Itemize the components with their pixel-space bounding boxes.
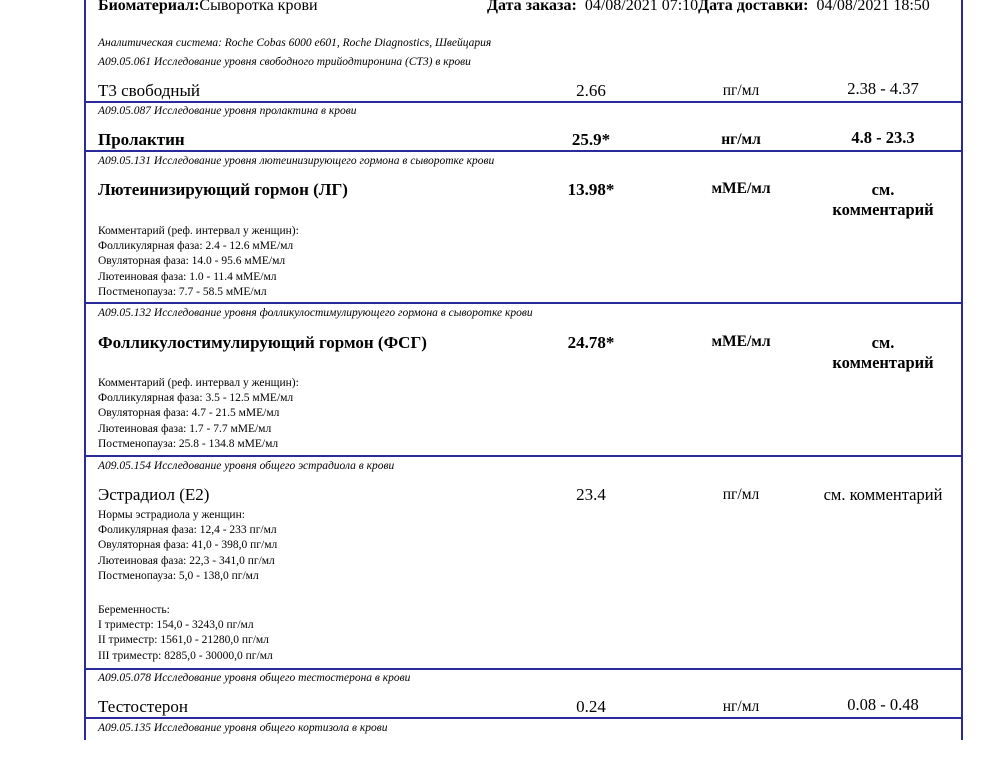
- test-reference: 2.38 - 4.37: [847, 79, 919, 98]
- comment-line: Беременность:: [98, 604, 170, 616]
- test-name: Эстрадиол (Е2): [98, 485, 210, 504]
- comment-line: Овуляторная фаза: 41,0 - 398,0 пг/мл: [98, 539, 278, 552]
- test-code: A09.05.132 Исследование уровня фолликулостимулирующего гормона в сыворотке крови: [98, 307, 533, 319]
- test-reference: 0.08 - 0.48: [847, 695, 919, 714]
- comment-line: I триместр: 154,0 - 3243,0 пг/мл: [98, 619, 254, 632]
- biomaterial: [98, 0, 318, 15]
- comment-line: II триместр: 1561,0 - 21280,0 пг/мл: [98, 634, 269, 647]
- test-reference: 4.8 - 23.3: [851, 128, 915, 147]
- order-date-label: Дата заказа:: [487, 0, 577, 14]
- test-unit: мМЕ/мл: [711, 333, 771, 350]
- result-row-lh: [0, 180, 1000, 219]
- pregnancy-comment: [98, 603, 273, 664]
- reference-comment: [98, 508, 277, 584]
- row-divider: [84, 455, 962, 457]
- comment-line: Фолликулярная фаза: 3.5 - 12.5 мМЕ/мл: [98, 392, 294, 405]
- row-divider: [84, 302, 962, 304]
- test-name: Фолликулостимулирующий гормон (ФСГ): [98, 333, 427, 352]
- test-reference-line1: см.: [871, 180, 895, 199]
- test-code: A09.05.061 Исследование уровня свободного трийодтиронина (СТ3) в крови: [98, 56, 471, 68]
- comment-line: III триместр: 8285,0 - 30000,0 пг/мл: [98, 649, 273, 662]
- row-divider: [84, 150, 962, 152]
- test-unit: пг/мл: [722, 486, 760, 503]
- comment-line: Постменопауза: 5,0 - 138,0 пг/мл: [98, 569, 259, 582]
- comment-line: Комментарий (реф. интервал у женщин):: [98, 225, 299, 237]
- result-row-estradiol: [0, 485, 1000, 507]
- test-unit: мМЕ/мл: [711, 180, 771, 197]
- test-unit: пг/мл: [722, 82, 760, 99]
- test-code: A09.05.135 Исследование уровня общего кортизола в крови: [98, 722, 388, 734]
- test-value: 25.9*: [571, 130, 611, 149]
- test-code: A09.05.087 Исследование уровня пролактина в крови: [98, 105, 357, 117]
- comment-line: Фолликулярная фаза: 2.4 - 12.6 мМЕ/мл: [98, 240, 294, 253]
- order-date-value: 04/08/2021 07:10: [584, 0, 699, 14]
- comment-line: Овуляторная фаза: 14.0 - 95.6 мМЕ/мл: [98, 255, 286, 268]
- reference-comment: [98, 376, 299, 452]
- frame-left-line: [84, 0, 86, 740]
- test-reference-line1: см.: [871, 333, 895, 352]
- result-row-testosterone: [0, 697, 1000, 719]
- comment-line: Лютеиновая фаза: 1.7 - 7.7 мМЕ/мл: [98, 422, 272, 435]
- analytic-system-note: Аналитическая система: Roche Cobas 6000 e601, Roche Diagnostics, Швейцария: [98, 37, 492, 49]
- comment-line: Лютеиновая фаза: 22,3 - 341,0 пг/мл: [98, 554, 275, 567]
- comment-line: Комментарий (реф. интервал у женщин):: [98, 377, 299, 389]
- delivery-date-label: Дата доставки:: [698, 0, 809, 14]
- biomaterial-label: Биоматериал:: [98, 0, 200, 14]
- test-value: 23.4: [576, 485, 606, 504]
- test-reference: [800, 333, 966, 373]
- test-reference-line2: комментарий: [832, 353, 934, 372]
- test-unit: нг/мл: [722, 698, 760, 715]
- test-unit: нг/мл: [721, 131, 761, 148]
- result-row-fsh: [0, 333, 1000, 372]
- test-code: A09.05.078 Исследование уровня общего тестостерона в крови: [98, 672, 411, 684]
- test-value: 24.78*: [567, 333, 615, 352]
- test-name: Т3 свободный: [98, 81, 201, 100]
- test-value: 13.98*: [567, 180, 615, 199]
- test-name: Тестостерон: [98, 697, 188, 716]
- comment-line: Постменопауза: 7.7 - 58.5 мМЕ/мл: [98, 285, 267, 298]
- row-divider: [84, 101, 962, 103]
- comment-line: Нормы эстрадиола у женщин:: [98, 509, 245, 521]
- test-reference: см. комментарий: [823, 485, 943, 504]
- row-divider: [84, 717, 962, 719]
- comment-line: Фоликулярная фаза: 12,4 - 233 пг/мл: [98, 524, 277, 537]
- test-name: Лютеинизирующий гормон (ЛГ): [98, 180, 348, 199]
- test-value: 2.66: [576, 81, 606, 100]
- row-divider: [84, 668, 962, 670]
- delivery-date-value: 04/08/2021 18:50: [816, 0, 930, 14]
- reference-comment: [98, 224, 299, 300]
- test-value: 0.24: [576, 697, 606, 716]
- order-date: [487, 0, 930, 15]
- test-reference-line2: комментарий: [832, 200, 934, 219]
- result-row-prolactin: [0, 130, 1000, 152]
- comment-line: Лютеиновая фаза: 1.0 - 11.4 мМЕ/мл: [98, 270, 277, 283]
- test-name: Пролактин: [98, 130, 185, 149]
- result-row-t3: [0, 81, 1000, 103]
- comment-line: Постменопауза: 25.8 - 134.8 мМЕ/мл: [98, 437, 279, 450]
- biomaterial-value: Сыворотка крови: [199, 0, 318, 14]
- test-reference: [800, 180, 966, 220]
- test-code: A09.05.154 Исследование уровня общего эстрадиола в крови: [98, 460, 395, 472]
- test-code: A09.05.131 Исследование уровня лютеинизирующего гормона в сыворотке крови: [98, 155, 495, 167]
- comment-line: Овуляторная фаза: 4.7 - 21.5 мМЕ/мл: [98, 407, 280, 420]
